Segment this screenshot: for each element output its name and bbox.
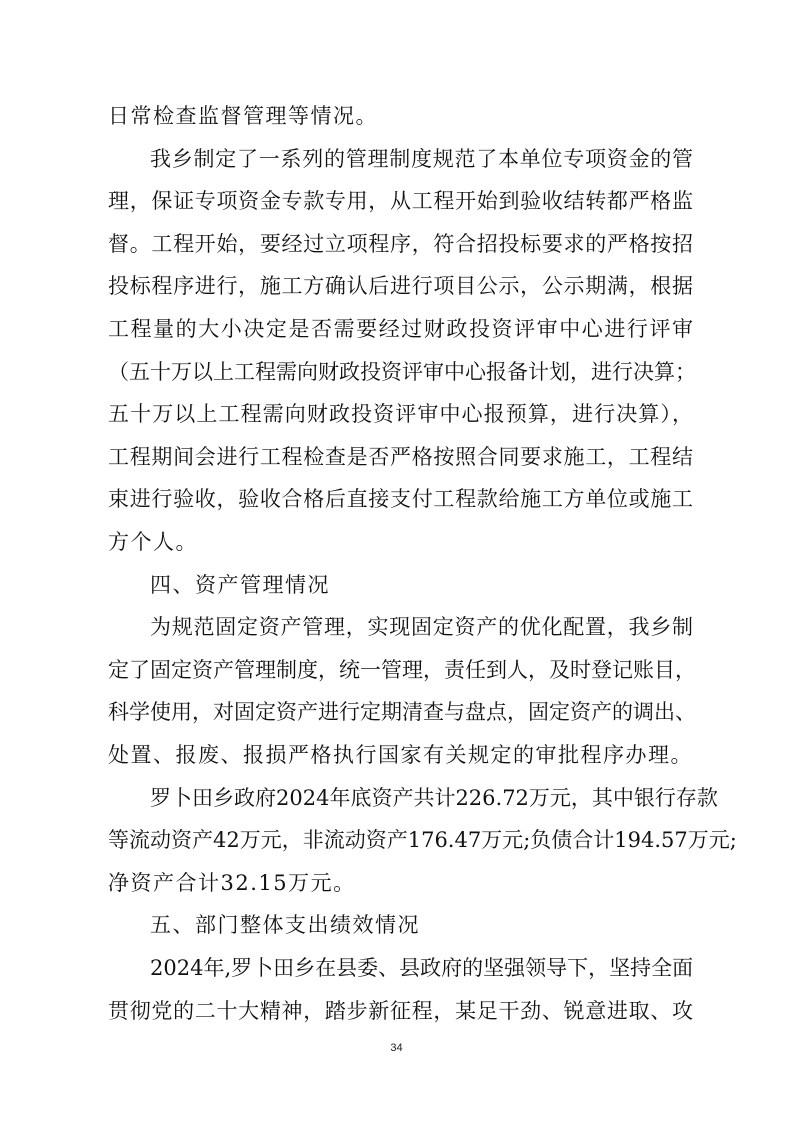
body-text-line: 投标程序进行，施工方确认后进行项目公示，公示期满，根据	[108, 274, 693, 298]
body-text-line: 科学使用，对固定资产进行定期清查与盘点，固定资产的调出、	[108, 700, 696, 724]
body-text-line: 日常检查监督管理等情况。	[108, 104, 378, 128]
section-heading: 四、资产管理情况	[150, 573, 330, 597]
section-heading: 五、部门整体支出绩效情况	[150, 913, 420, 937]
paragraph-first-line: 2024年,罗卜田乡在县委、县政府的坚强领导下，坚持全面	[150, 956, 694, 980]
paragraph-first-line: 为规范固定资产管理，实现固定资产的优化配置，我乡制	[150, 615, 693, 639]
body-text-line: （五十万以上工程需向财政投资评审中心报备计划，进行决算；	[108, 360, 696, 384]
body-text-line: 方个人。	[108, 530, 198, 554]
paragraph-first-line: 罗卜田乡政府2024年底资产共计226.72万元，其中银行存款	[150, 786, 718, 810]
body-text-line: 督。工程开始，要经过立项程序，符合招投标要求的严格按招	[108, 232, 693, 256]
body-text-line: 工程量的大小决定是否需要经过财政投资评审中心进行评审	[108, 317, 693, 341]
body-text-line: 等流动资产42万元，非流动资产176.47万元;负债合计194.57万元;	[108, 828, 737, 852]
body-text-line: 处置、报废、报损严格执行国家有关规定的审批程序办理。	[108, 743, 693, 767]
body-text-line: 束进行验收，验收合格后直接支付工程款给施工方单位或施工	[108, 487, 693, 511]
page-number: 34	[390, 1042, 403, 1054]
body-text-line: 贯彻党的二十大精神，踏步新征程，某足干劲、锐意进取、攻	[108, 999, 693, 1023]
body-text-line: 定了固定资产管理制度，统一管理，责任到人，及时登记账目，	[108, 658, 696, 682]
body-text-line: 五十万以上工程需向财政投资评审中心报预算，进行决算），	[108, 402, 693, 426]
paragraph-first-line: 我乡制定了一系列的管理制度规范了本单位专项资金的管	[150, 147, 693, 171]
body-text-line: 工程期间会进行工程检查是否严格按照合同要求施工，工程结	[108, 445, 693, 469]
body-text-line: 理，保证专项资金专款专用，从工程开始到验收结转都严格监	[108, 189, 693, 213]
body-text-line: 净资产合计32.15万元。	[108, 871, 356, 895]
